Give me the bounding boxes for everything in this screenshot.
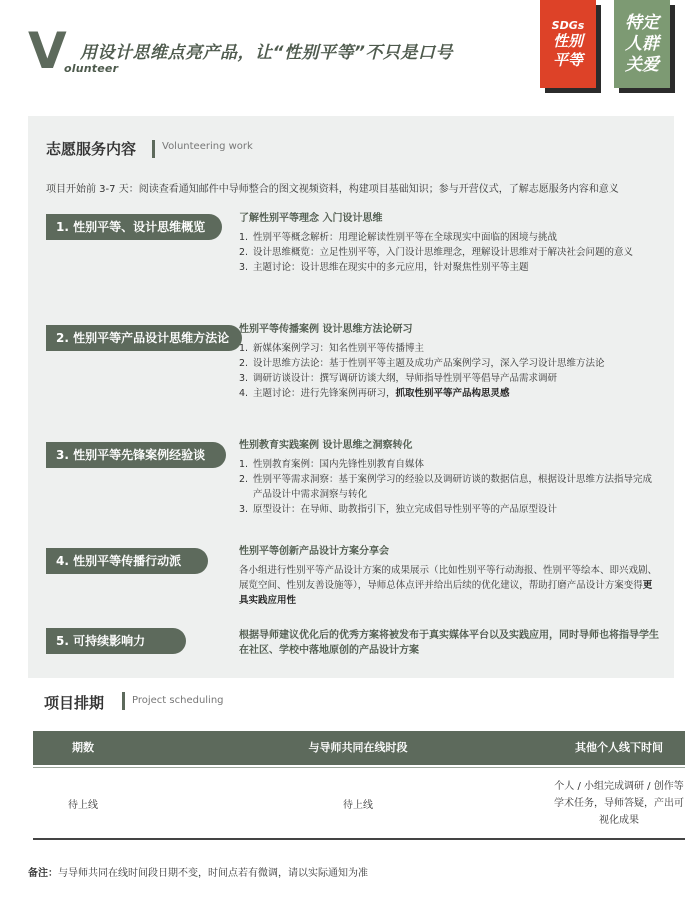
- item-text: 性别教育案例：国内先锋性别教育自媒体: [253, 459, 425, 470]
- module-pill: 4. 性别平等传播行动派: [46, 548, 208, 574]
- table-header: [33, 731, 685, 765]
- item-highlight: 抓取性别平等产品构思灵感: [395, 388, 510, 399]
- title-divider: [122, 692, 125, 710]
- module-block: [239, 438, 659, 517]
- module-pill: 1. 性别平等、设计思维概览: [46, 214, 222, 240]
- column-header: 其他个人线下时间: [575, 741, 663, 754]
- list-item: [239, 356, 659, 371]
- item-number: 1.: [239, 343, 249, 354]
- item-text: 主题讨论：进行先锋案例再研习，: [253, 388, 396, 399]
- list-item: [239, 502, 659, 517]
- item-number: 2.: [239, 474, 249, 485]
- module-block: [239, 322, 659, 401]
- schedule-title: 项目排期: [44, 694, 105, 712]
- section-subtitle: Volunteering work: [162, 141, 253, 152]
- module-pill: 3. 性别平等先锋案例经验谈: [46, 442, 226, 468]
- paragraph-highlight: 更具实践应用性: [239, 580, 653, 606]
- column-header: 与导师共同在线时段: [308, 741, 408, 754]
- paragraph-text: 各小组进行性别平等产品设计方案的成果展示（比如性别平等行动海报、性别平等绘本、即兴戏剧、展览空间、性别友善设施等），导师总体点评并给出后续的优化建议，帮助打磨产品设计方案变得: [239, 565, 658, 591]
- item-number: 4.: [239, 388, 249, 399]
- item-text: 性别平等需求洞察：基于案例学习的经验以及调研访谈的数据信息，根据设计思维方法指导完成产品设计中需求洞察与转化: [253, 474, 653, 500]
- table-cell: 待上线: [68, 800, 98, 811]
- schedule-subtitle: Project scheduling: [132, 695, 224, 706]
- table-cell: 待上线: [343, 800, 373, 811]
- page-headline: 用设计思维点亮产品，让“性别平等”不只是口号: [80, 43, 453, 63]
- table-row: [33, 768, 685, 839]
- item-text: 设计思维方法论：基于性别平等主题及成功产品案例学习，深入学习设计思维方法论: [253, 358, 605, 369]
- item-text: 新媒体案例学习：知名性别平等传播博主: [253, 343, 425, 354]
- item-text: 性别平等概念解析：用理论解读性别平等在全球现实中面临的困境与挑战: [253, 232, 558, 243]
- service-panel: [28, 116, 674, 678]
- badge-line: 性别: [552, 31, 583, 50]
- item-number: 3.: [239, 262, 249, 273]
- sdgs-badge: [540, 0, 596, 88]
- module-block: [239, 544, 659, 608]
- module-head: 了解性别平等理念 入门设计思维: [239, 213, 383, 224]
- module-head: 性别平等创新产品设计方案分享会: [239, 546, 389, 557]
- badge-line: 平等: [552, 50, 583, 69]
- note-text: 与导师共同在线时间段日期不变，时间点若有微调，请以实际通知为准: [58, 868, 368, 879]
- badge-line: 人群: [625, 33, 659, 54]
- badge-line: SDGs: [551, 18, 585, 32]
- item-number: 3.: [239, 373, 249, 384]
- footnote: [28, 864, 368, 879]
- list-item: [239, 260, 659, 275]
- item-text: 调研访谈设计：撰写调研访谈大纲，导师指导性别平等倡导产品需求调研: [253, 373, 558, 384]
- module-block: [239, 211, 659, 275]
- item-text: 设计思维概览：立足性别平等，入门设计思维理念，理解设计思维对于解决社会问题的意义: [253, 247, 634, 258]
- list-item: [239, 230, 659, 245]
- module-pill: 2. 性别平等产品设计思维方法论: [46, 325, 242, 351]
- badge-line: 关爱: [625, 54, 659, 75]
- list-item: [239, 386, 659, 401]
- section-title: 志愿服务内容: [46, 140, 137, 158]
- table-cell: 个人 / 小组完成调研 / 创作等学术任务，导师答疑，产出可视化成果: [554, 781, 684, 826]
- list-item: [239, 457, 659, 472]
- module-pill: 5. 可持续影响力: [46, 628, 186, 654]
- list-item: [239, 245, 659, 260]
- column-header: 期数: [72, 741, 94, 754]
- item-number: 1.: [239, 459, 249, 470]
- note-label: 备注：: [28, 868, 58, 879]
- item-number: 2.: [239, 358, 249, 369]
- volunteer-word: olunteer: [64, 62, 119, 75]
- item-text: 主题讨论：设计思维在现实中的多元应用，针对聚焦性别平等主题: [253, 262, 529, 273]
- module-head: 根据导师建议优化后的优秀方案将被发布于真实媒体平台以及实践应用，同时导师也将指导学生在社区、学校中落地原创的产品设计方案: [239, 630, 659, 656]
- logo-letter-v: V: [28, 22, 67, 80]
- item-number: 1.: [239, 232, 249, 243]
- title-divider: [152, 140, 155, 158]
- module-head: 性别教育实践案例 设计思维之洞察转化: [239, 440, 413, 451]
- item-text: 原型设计：在导师、助教指引下，独立完成倡导性别平等的产品原型设计: [253, 504, 558, 515]
- item-number: 3.: [239, 504, 249, 515]
- list-item: [239, 472, 659, 502]
- module-block: [239, 628, 659, 662]
- group-care-badge: [614, 0, 670, 88]
- list-item: [239, 371, 659, 386]
- list-item: [239, 341, 659, 356]
- module-head: 性别平等传播案例 设计思维方法论研习: [239, 324, 413, 335]
- item-number: 2.: [239, 247, 249, 258]
- table-bottom-rule: [33, 838, 685, 840]
- badge-line: 特定: [625, 12, 659, 33]
- intro-text: 项目开始前 3-7 天：阅读查看通知邮件中导师整合的图文视频资料，构建项目基础知识；参与开营仪式，了解志愿服务内容和意义: [46, 184, 619, 195]
- module-paragraph: [239, 563, 659, 608]
